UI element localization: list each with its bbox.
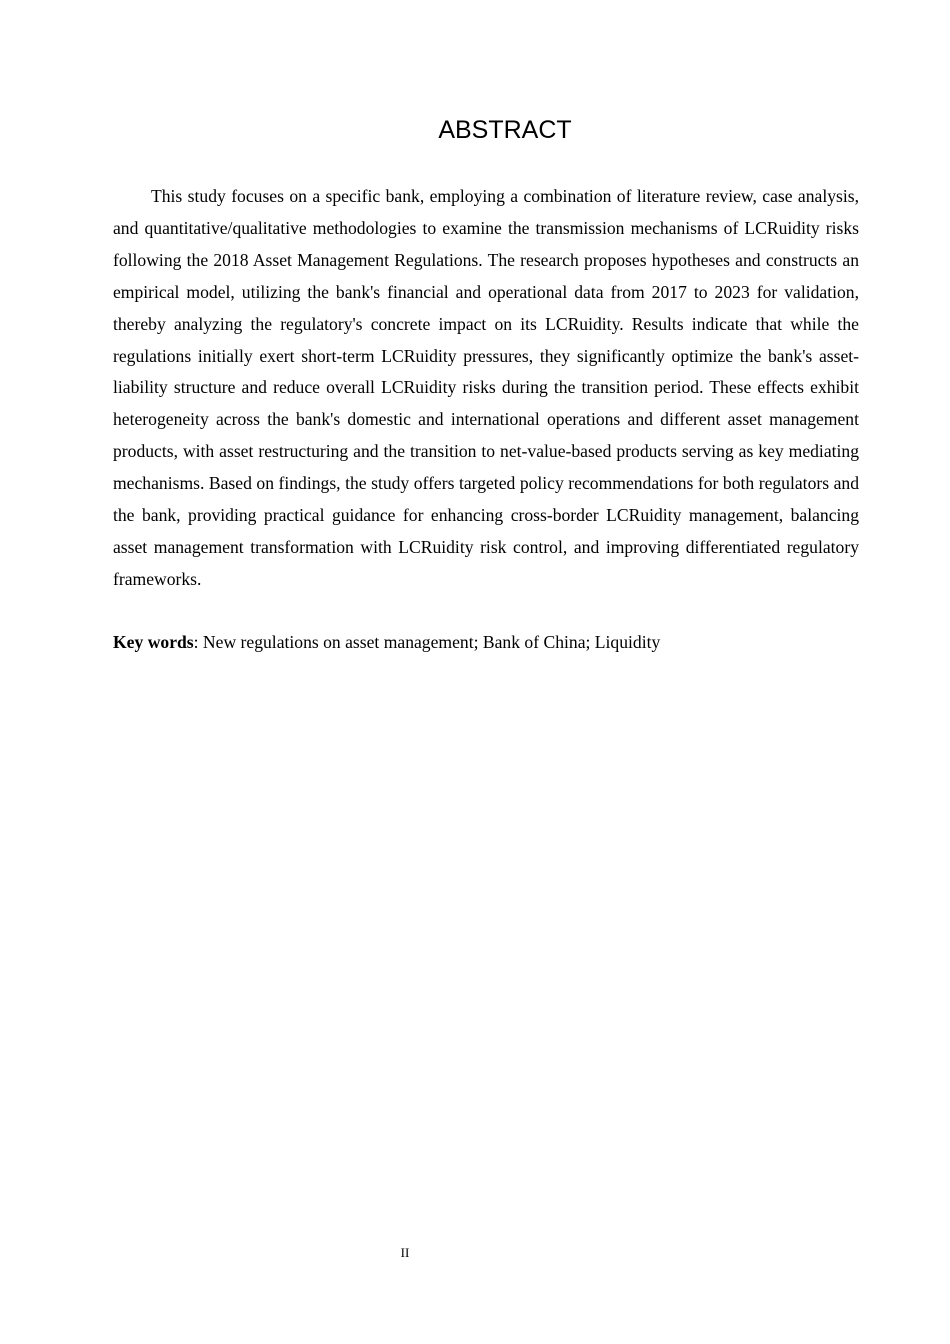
page-title: ABSTRACT — [438, 116, 572, 144]
abstract-paragraph: This study focuses on a specific bank, employing a combination of literature review, case analysis, and quantitative/qualitative methodologies to examine the transmission mechanisms of LCRuidity risks following the 2018 Asset Management Regulations. The research proposes hypotheses and constructs an empirical model, utilizing the bank's financial and operational data from 2017 to 2023 for validation, thereby analyzing the regulatory's concrete impact on its LCRuidity. Results indicate that while the regulations initially exert short-term LCRuidity pressures, they significantly optimize the bank's asset-liability structure and reduce overall LCRuidity risks during the transition period. These effects exhibit heterogeneity across the bank's domestic and international operations and different asset management products, with asset restructuring and the transition to net-value-based products serving as key mediating mechanisms. Based on findings, the study offers targeted policy recommendations for both regulators and the bank, providing practical guidance for enhancing cross-border LCRuidity management, balancing asset management transformation with LCRuidity risk control, and improving differentiated regulatory frameworks. — [113, 186, 859, 589]
keywords-line — [113, 627, 859, 659]
keywords-label: Key words — [113, 632, 194, 652]
keywords-text: : New regulations on asset management; Bank of China; Liquidity — [193, 632, 661, 652]
page-number: II — [400, 1245, 410, 1260]
